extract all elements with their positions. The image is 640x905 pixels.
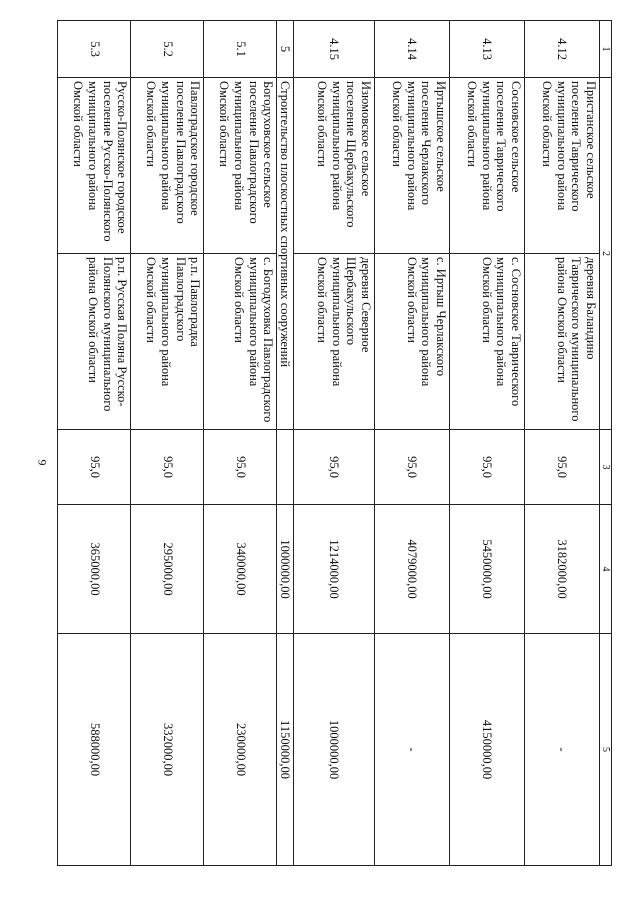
row-number: 4.15: [294, 21, 375, 78]
extra-value: 588000,00: [58, 634, 131, 866]
section-title: Строительство плоскостных спортивных сооружений: [277, 78, 294, 430]
extra-value: 332000,00: [131, 634, 204, 866]
amount-value: 4079000,00: [375, 505, 450, 634]
section-extra: 1150000,00: [277, 634, 294, 866]
row-number: 4.14: [375, 21, 450, 78]
header-cell: 4: [600, 505, 612, 634]
extra-value: 4150000,00: [450, 634, 525, 866]
share-value: 95,0: [131, 430, 204, 505]
row-number: 4.13: [450, 21, 525, 78]
extra-value: -: [375, 634, 450, 866]
table-row: [204, 21, 277, 866]
amount-value: 3182000,00: [525, 505, 600, 634]
header-cell: 5: [600, 634, 612, 866]
table-body: [58, 21, 612, 866]
table-row: [375, 21, 450, 866]
settlement-name: Сосновское сельское поселение Таврического муниципального района Омской области: [450, 78, 525, 254]
section-amount: 1000000,00: [277, 505, 294, 634]
section-number: 5: [277, 21, 294, 78]
header-cell: 3: [600, 430, 612, 505]
extra-value: 230000,00: [204, 634, 277, 866]
extra-value: 1000000,00: [294, 634, 375, 866]
page-number: 9: [35, 459, 50, 466]
amount-value: 295000,00: [131, 505, 204, 634]
share-value: 95,0: [58, 430, 131, 505]
share-value: 95,0: [525, 430, 600, 505]
rotated-table-page: [32, 20, 612, 866]
empty-cell: [277, 430, 294, 505]
settlement-name: Павлоградское городское поселение Павлоградского муниципального района Омской области: [131, 78, 204, 254]
locality-name: с. Богодуховка Павлоградского муниципального района Омской области: [204, 254, 277, 430]
locality-name: деревня Северное Щербакульского муниципального района Омской области: [294, 254, 375, 430]
table-row: [58, 21, 131, 866]
header-row: [600, 21, 612, 866]
locality-name: деревня Баландино Таврического муниципального района Омской области: [525, 254, 600, 430]
settlement-name: Русско-Полянское городское поселение Русско-Полянского муниципального района Омской области: [58, 78, 131, 254]
row-number: 5.3: [58, 21, 131, 78]
share-value: 95,0: [450, 430, 525, 505]
header-cell: 1: [600, 21, 612, 78]
amount-value: 1214000,00: [294, 505, 375, 634]
header-cell: 2: [600, 78, 612, 430]
locality-name: р.п. Павлоградка Павлоградского муниципального района Омской области: [131, 254, 204, 430]
table-row: [450, 21, 525, 866]
locality-name: р.п. Русская Поляна Русско-Полянского муниципального района Омской области: [58, 254, 131, 430]
settlement-name: Изюмовское сельское поселение Щербакульского муниципального района Омской области: [294, 78, 375, 254]
settlement-name: Пристанское сельское поселение Таврического муниципального района Омской области: [525, 78, 600, 254]
extra-value: -: [525, 634, 600, 866]
section-row: [277, 21, 294, 866]
row-number: 5.2: [131, 21, 204, 78]
row-number: 5.1: [204, 21, 277, 78]
subsidy-table: [57, 20, 612, 866]
settlement-name: Иртышское сельское поселение Черлакского муниципального района Омской области: [375, 78, 450, 254]
row-number: 4.12: [525, 21, 600, 78]
share-value: 95,0: [294, 430, 375, 505]
table-row: [525, 21, 600, 866]
amount-value: 340000,00: [204, 505, 277, 634]
settlement-name: Богодуховское сельское поселение Павлоградского муниципального района Омской области: [204, 78, 277, 254]
locality-name: с. Иртыш Черлакского муниципального района Омской области: [375, 254, 450, 430]
share-value: 95,0: [204, 430, 277, 505]
share-value: 95,0: [375, 430, 450, 505]
table-row: [131, 21, 204, 866]
amount-value: 5450000,00: [450, 505, 525, 634]
table-row: [294, 21, 375, 866]
locality-name: с. Сосновское Таврического муниципального района Омской области: [450, 254, 525, 430]
amount-value: 365000,00: [58, 505, 131, 634]
